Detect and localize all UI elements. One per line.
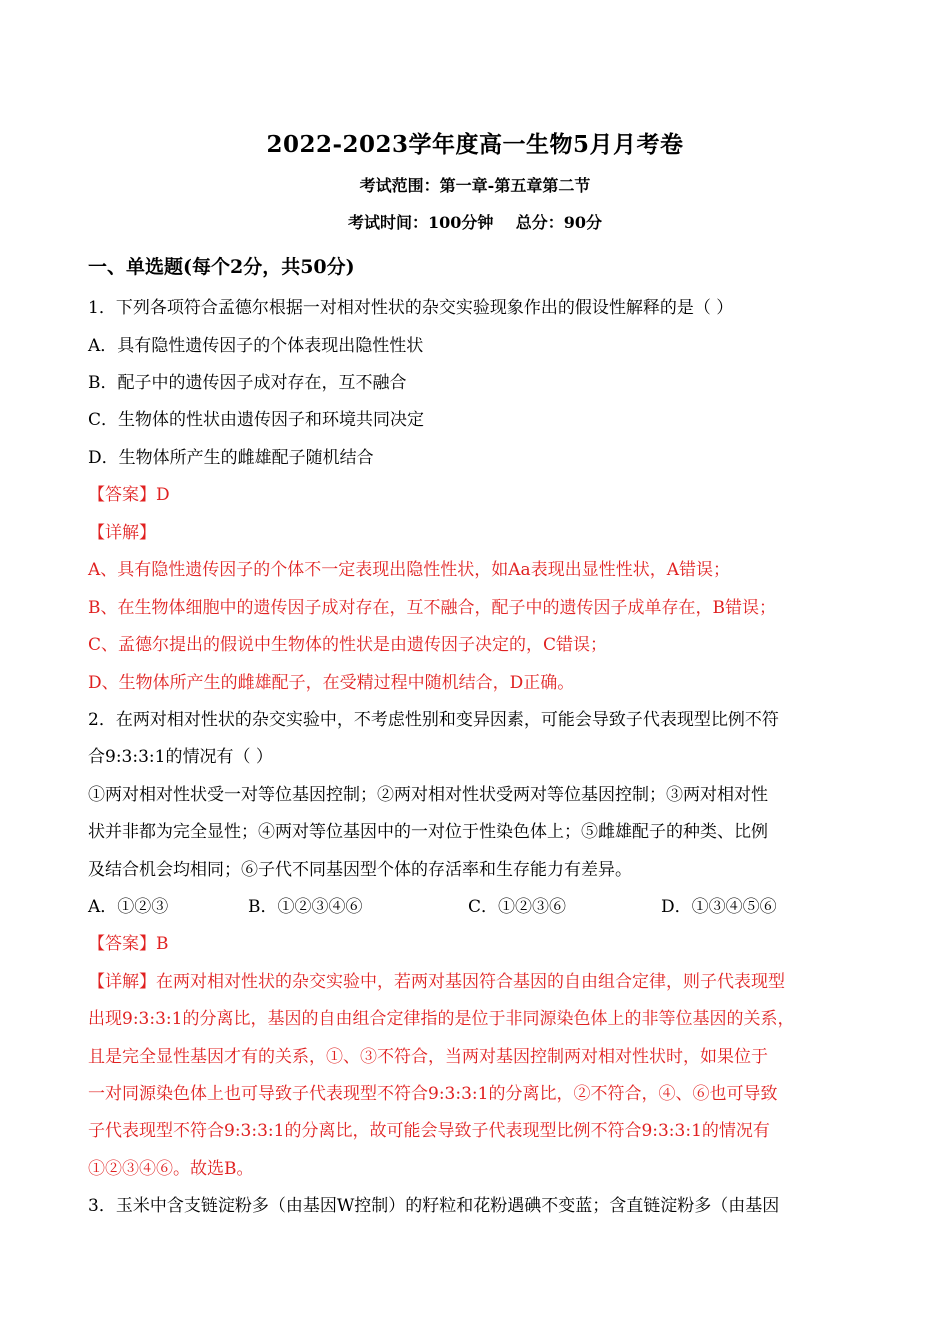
q1-option-d: D．生物体所产生的雌雄配子随机结合: [88, 448, 374, 468]
q2-stem-line2: 合9:3:3:1的情况有（ ）: [88, 747, 273, 767]
q1-explain-a: A、具有隐性遗传因子的个体不一定表现出隐性性状，如Aa表现出显性性状，A错误；: [88, 560, 730, 580]
page-title: 2022-2023学年度高一生物5月月考卷: [266, 131, 684, 158]
q2-condition-line2: 状并非都为完全显性；④两对等位基因中的一对位于性染色体上；⑤雌雄配子的种类、比例: [88, 822, 768, 842]
q2-condition-line3: 及结合机会均相同；⑥子代不同基因型个体的存活率和生存能力有差异。: [88, 860, 632, 880]
q1-explain-d: D、生物体所产生的雌雄配子，在受精过程中随机结合，D正确。: [88, 673, 575, 693]
q1-option-a: A．具有隐性遗传因子的个体表现出隐性性状: [88, 336, 424, 356]
q1-option-c: C．生物体的性状由遗传因子和环境共同决定: [88, 410, 425, 430]
q2-explain-line4: 一对同源染色体上也可导致子代表现型不符合9:3:3:1的分离比，②不符合，④、⑥也可导致: [88, 1084, 778, 1104]
exam-time-score: 考试时间：100分钟 总分：90分: [348, 213, 602, 232]
q2-explain-line2: 出现9:3:3:1的分离比，基因的自由组合定律指的是位于非同源染色体上的非等位基因的关系，: [88, 1009, 795, 1029]
exam-scope: 考试范围：第一章-第五章第二节: [359, 176, 591, 195]
q1-explain-label: 【详解】: [88, 523, 156, 543]
q2-explain-line6: ①②③④⑥。故选B。: [88, 1159, 254, 1179]
section-heading: 一、单选题(每个2分，共50分): [88, 256, 355, 278]
q2-option-b: B．①②③④⑥: [248, 897, 363, 917]
q2-explain-line3: 且是完全显性基因才有的关系，①、③不符合，当两对基因控制两对相对性状时，如果位于: [88, 1047, 768, 1067]
q1-option-b: B．配子中的遗传因子成对存在，互不融合: [88, 373, 407, 393]
q1-explain-c: C、孟德尔提出的假说中生物体的性状是由遗传因子决定的，C错误；: [88, 635, 608, 655]
q2-condition-line1: ①两对相对性状受一对等位基因控制；②两对相对性状受两对等位基因控制；③两对相对性: [88, 785, 768, 805]
q3-stem: 3．玉米中含支链淀粉多（由基因W控制）的籽粒和花粉遇碘不变蓝；含直链淀粉多（由基因: [88, 1196, 780, 1216]
q2-answer: 【答案】B: [88, 934, 169, 954]
q1-explain-b: B、在生物体细胞中的遗传因子成对存在，互不融合，配子中的遗传因子成单存在，B错误；: [88, 598, 776, 618]
q2-stem-line1: 2．在两对相对性状的杂交实验中，不考虑性别和变异因素，可能会导致子代表现型比例不符: [88, 710, 779, 730]
q2-option-c: C．①②③⑥: [468, 897, 567, 917]
q1-answer: 【答案】D: [88, 485, 170, 505]
q2-option-d: D．①③④⑤⑥: [661, 897, 777, 917]
q2-explain-line1: 【详解】在两对相对性状的杂交实验中，若两对基因符合基因的自由组合定律，则子代表现型: [88, 972, 785, 992]
q1-stem: 1．下列各项符合孟德尔根据一对相对性状的杂交实验现象作出的假设性解释的是（ ）: [88, 298, 734, 318]
q2-option-a: A．①②③: [88, 897, 169, 917]
q2-explain-line5: 子代表现型不符合9:3:3:1的分离比，故可能会导致子代表现型比例不符合9:3:3:1的情况有: [88, 1121, 770, 1141]
